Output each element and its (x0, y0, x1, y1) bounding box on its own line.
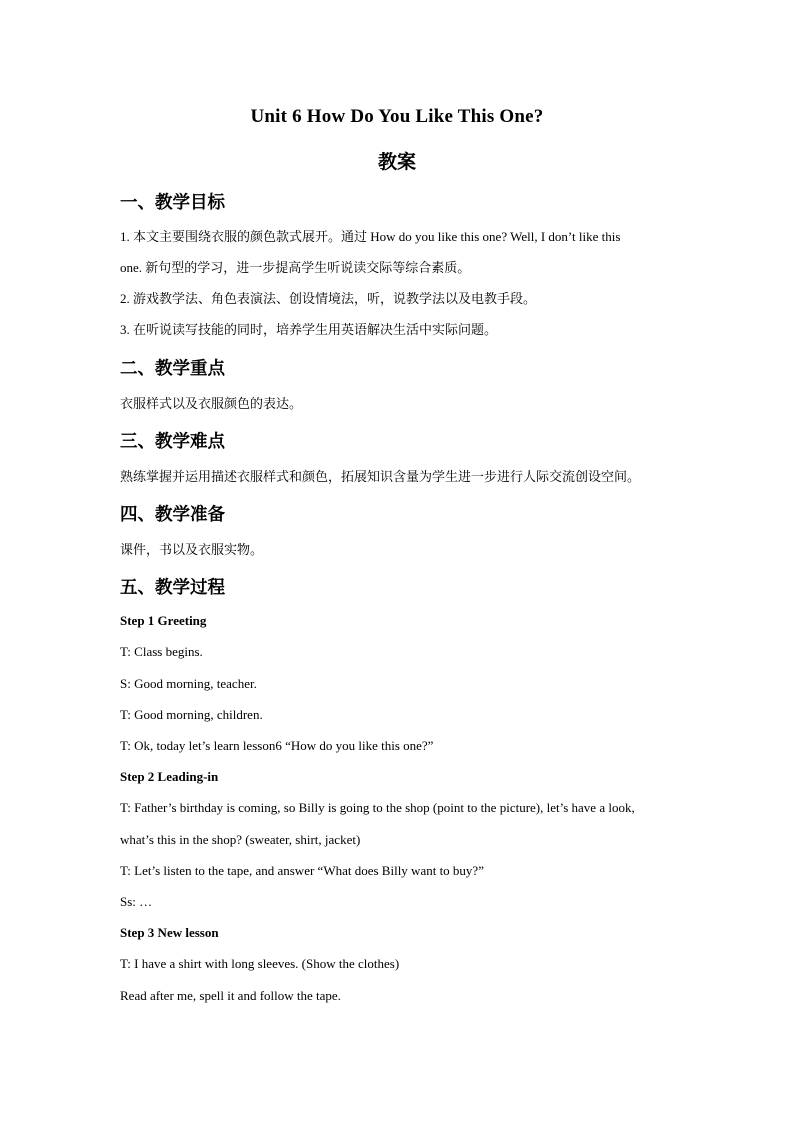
step-1-title: Step 1 Greeting (120, 613, 207, 628)
document-title: Unit 6 How Do You Like This One? (250, 106, 544, 127)
step-3-title: Step 3 New lesson (120, 925, 219, 940)
objectives-line-3: 2. 游戏教学法、角色表演法、创设情境法，听，说教学法以及电教手段。 (120, 291, 537, 306)
difficulties-line-1: 熟练掌握并运用描述衣服样式和颜色，拓展知识含量为学生进一步进行人际交流创设空间。 (120, 469, 641, 484)
step-1-line-1: T: Class begins. (120, 644, 203, 659)
step-3-line-1: T: I have a shirt with long sleeves. (Show the clothes) (120, 956, 400, 971)
step-3-line-2: Read after me, spell it and follow the tape. (120, 988, 341, 1003)
step-1-line-4: T: Ok, today let’s learn lesson6 “How do you like this one?” (120, 738, 434, 753)
step-1-line-3: T: Good morning, children. (120, 707, 263, 722)
section-heading-preparation: 四、教学准备 (120, 505, 225, 525)
key-points-line-1: 衣服样式以及衣服颜色的表达。 (120, 396, 303, 411)
section-heading-objectives: 一、教学目标 (120, 193, 225, 213)
section-heading-difficulties: 三、教学难点 (120, 432, 225, 452)
preparation-line-1: 课件，书以及衣服实物。 (120, 542, 264, 557)
section-heading-key-points: 二、教学重点 (120, 359, 225, 379)
step-2-line-4: Ss: … (120, 894, 153, 909)
step-2-line-1: T: Father’s birthday is coming, so Billy is going to the shop (point to the picture), let’s have a look, (120, 800, 635, 815)
step-2-line-3: T: Let’s listen to the tape, and answer “What does Billy want to buy?” (120, 863, 484, 878)
step-1-line-2: S: Good morning, teacher. (120, 676, 257, 691)
step-2-title: Step 2 Leading-in (120, 769, 219, 784)
objectives-line-2: one. 新句型的学习，进一步提高学生听说读交际等综合素质。 (120, 260, 471, 275)
objectives-line-1: 1. 本文主要围绕衣服的颜色款式展开。通过 How do you like this one? Well, I don’t like this (120, 229, 621, 244)
step-2-line-2: what’s this in the shop? (sweater, shirt, jacket) (120, 832, 361, 847)
section-heading-process: 五、教学过程 (120, 578, 225, 598)
objectives-line-4: 3. 在听说读写技能的同时，培养学生用英语解决生活中实际问题。 (120, 322, 498, 337)
document-subtitle: 教案 (377, 151, 416, 173)
